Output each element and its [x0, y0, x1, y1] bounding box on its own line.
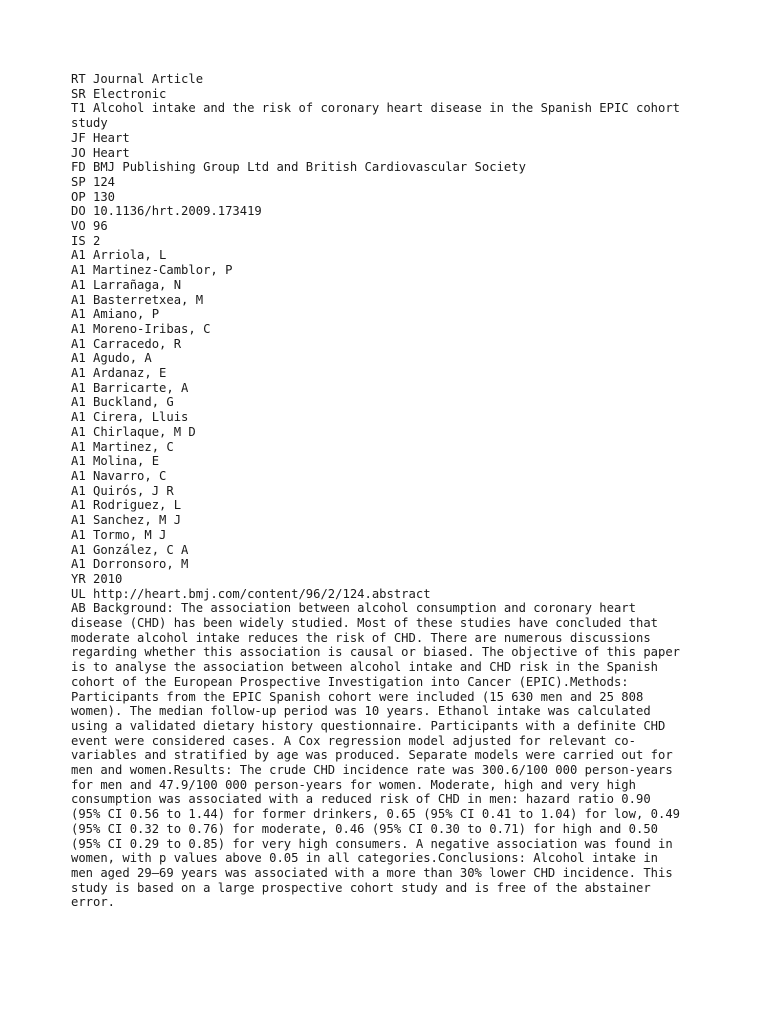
- document-line: error.: [71, 895, 116, 910]
- document-line: A1 Amiano, P: [71, 307, 160, 322]
- document-line: cohort of the European Prospective Investigation into Cancer (EPIC).Methods:: [71, 674, 629, 689]
- document-line: A1 Navarro, C: [71, 468, 167, 483]
- document-line: A1 Quirós, J R: [71, 483, 174, 498]
- document-line: women). The median follow-up period was 10 years. Ethanol intake was calculated: [71, 704, 651, 719]
- document-line: A1 Sanchez, M J: [71, 513, 182, 528]
- document-line: moderate alcohol intake reduces the risk of CHD. There are numerous discussions: [71, 630, 651, 645]
- document-line: (95% CI 0.29 to 0.85) for very high consumers. A negative association was found in: [71, 836, 673, 851]
- document-line: A1 Molina, E: [71, 454, 160, 469]
- document-line: A1 Chirlaque, M D: [71, 424, 196, 439]
- document-line: T1 Alcohol intake and the risk of coronary heart disease in the Spanish EPIC cohort: [71, 101, 681, 116]
- document-line: AB Background: The association between alcohol consumption and coronary heart: [71, 601, 636, 616]
- reference-text-document: [71, 72, 711, 910]
- document-line: DO 10.1136/hrt.2009.173419: [71, 204, 262, 219]
- document-line: (95% CI 0.56 to 1.44) for former drinkers, 0.65 (95% CI 0.41 to 1.04) for low, 0.49: [71, 807, 681, 822]
- document-line: study is based on a large prospective cohort study and is free of the abstainer: [71, 880, 651, 895]
- document-line: men and women.Results: The crude CHD incidence rate was 300.6/100 000 person-years: [71, 763, 673, 778]
- document-line: A1 Cirera, Lluis: [71, 410, 189, 425]
- document-line: A1 Ardanaz, E: [71, 366, 167, 381]
- document-line: A1 Barricarte, A: [71, 380, 189, 395]
- document-line: Participants from the EPIC Spanish cohort were included (15 630 men and 25 808: [71, 689, 644, 704]
- document-line: JO Heart: [71, 145, 130, 160]
- document-line: using a validated dietary history questionnaire. Participants with a definite CHD: [71, 718, 666, 733]
- document-line: UL http://heart.bmj.com/content/96/2/124.abstract: [71, 586, 431, 601]
- document-line: A1 Martinez-Camblor, P: [71, 263, 233, 278]
- document-line: (95% CI 0.32 to 0.76) for moderate, 0.46 (95% CI 0.30 to 0.71) for high and 0.50: [71, 821, 658, 836]
- document-line: consumption was associated with a reduced risk of CHD in men: hazard ratio 0.90: [71, 792, 651, 807]
- document-line: RT Journal Article: [71, 72, 204, 86]
- document-line: men aged 29–69 years was associated with a more than 30% lower CHD incidence. This: [71, 865, 673, 880]
- document-line: IS 2: [71, 233, 101, 248]
- document-line: A1 Larrañaga, N: [71, 277, 182, 292]
- document-line: A1 Tormo, M J: [71, 527, 167, 542]
- document-line: women, with p values above 0.05 in all categories.Conclusions: Alcohol intake in: [71, 851, 658, 866]
- document-line: A1 Buckland, G: [71, 395, 174, 410]
- document-line: A1 Dorronsoro, M: [71, 557, 189, 572]
- document-line: disease (CHD) has been widely studied. Most of these studies have concluded that: [71, 616, 658, 631]
- document-line: A1 Martinez, C: [71, 439, 174, 454]
- document-line: A1 Carracedo, R: [71, 336, 182, 351]
- document-line: SR Electronic: [71, 86, 167, 101]
- document-line: OP 130: [71, 189, 116, 204]
- document-line: regarding whether this association is causal or biased. The objective of this paper: [71, 645, 681, 660]
- document-line: A1 Basterretxea, M: [71, 292, 204, 307]
- document-line: SP 124: [71, 174, 116, 189]
- document-line: JF Heart: [71, 130, 130, 145]
- document-line: A1 González, C A: [71, 542, 189, 557]
- document-line: is to analyse the association between alcohol intake and CHD risk in the Spanish: [71, 660, 658, 675]
- document-line: variables and stratified by age was produced. Separate models were carried out for: [71, 748, 673, 763]
- document-line: FD BMJ Publishing Group Ltd and British Cardiovascular Society: [71, 160, 526, 175]
- document-line: VO 96: [71, 219, 108, 234]
- document-line: A1 Moreno-Iribas, C: [71, 321, 211, 336]
- document-line: for men and 47.9/100 000 person-years for women. Moderate, high and very high: [71, 777, 636, 792]
- document-line: study: [71, 116, 108, 131]
- document-line: A1 Agudo, A: [71, 351, 152, 366]
- document-line: event were considered cases. A Cox regression model adjusted for relevant co-: [71, 733, 636, 748]
- document-line: YR 2010: [71, 571, 123, 586]
- document-line: A1 Arriola, L: [71, 248, 167, 263]
- document-line: A1 Rodriguez, L: [71, 498, 182, 513]
